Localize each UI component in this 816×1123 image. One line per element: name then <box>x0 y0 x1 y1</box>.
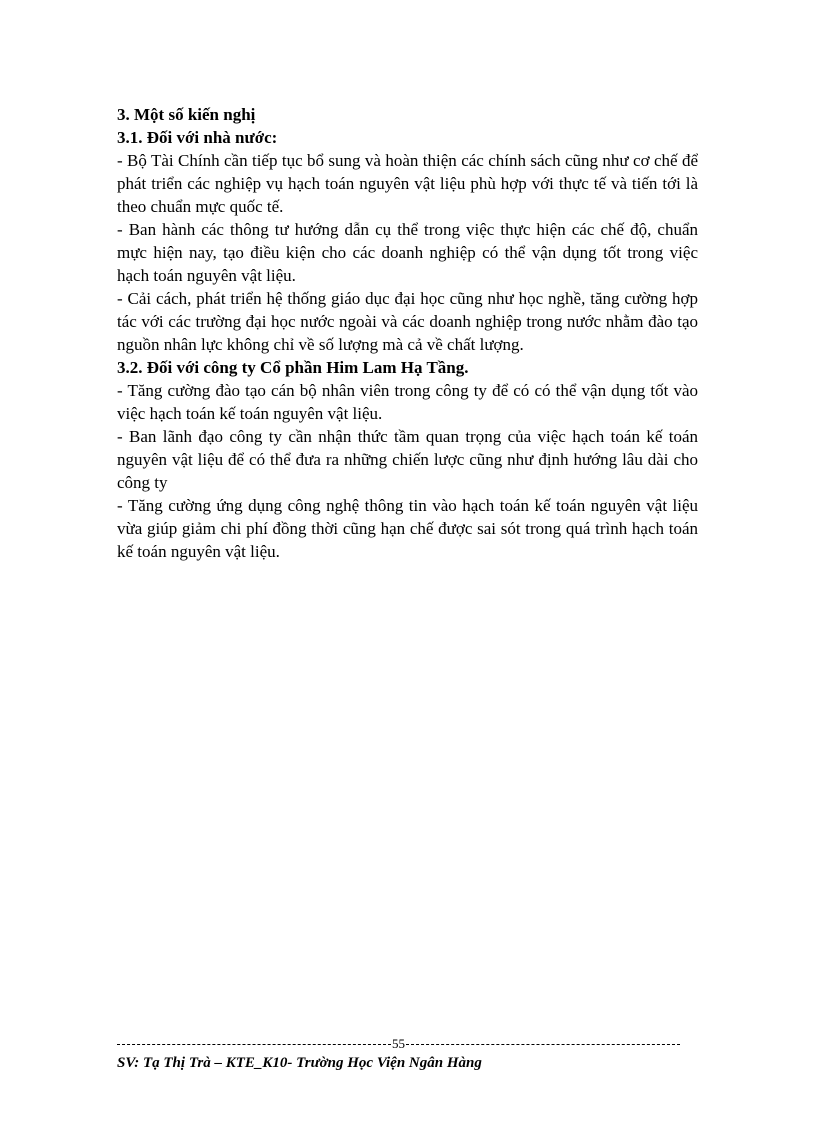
footer-author-line: SV: Tạ Thị Trà – KTE_K10- Trường Học Viện Ngân Hàng <box>117 1055 482 1071</box>
subsection-1-paragraph: - Bộ Tài Chính cần tiếp tục bổ sung và hoàn thiện các chính sách cũng như cơ chế để phát triển các nghiệp vụ hạch toán nguyên vật liệu phù hợp với thực tế và tiến tới là theo chuẩn mực quốc tế. <box>117 151 698 216</box>
page-number: 55 <box>392 1036 405 1051</box>
subsection-2-paragraph: - Ban lãnh đạo công ty cần nhận thức tầm quan trọng của việc hạch toán kế toán nguyên vật liệu để có thể đưa ra những chiến lược cũng như định hướng lâu dài cho công ty <box>117 427 698 492</box>
subsection-1-title: 3.1. Đối với nhà nước: <box>117 128 278 147</box>
subsection-2-paragraph: - Tăng cường đào tạo cán bộ nhân viên trong công ty để có có thể vận dụng tốt vào việc hạch toán kế toán nguyên vật liệu. <box>117 381 698 423</box>
subsection-1-paragraph: - Ban hành các thông tư hướng dẫn cụ thể trong việc thực hiện các chế độ, chuẩn mực hiện nay, tạo điều kiện cho các doanh nghiệp có thể vận dụng tốt trong việc hạch toán nguyên vật liệu. <box>117 220 698 285</box>
footer-dash-right <box>406 1044 680 1045</box>
footer-divider <box>117 1037 680 1051</box>
subsection-1-paragraph: - Cải cách, phát triển hệ thống giáo dục đại học cũng như học nghề, tăng cường hợp tác với các trường đại học nước ngoài và các doanh nghiệp trong nước nhằm đào tạo nguồn nhân lực không chỉ về số lượng mà cả về chất lượng. <box>117 289 698 354</box>
page-body <box>117 103 698 563</box>
subsection-2-paragraph: - Tăng cường ứng dụng công nghệ thông tin vào hạch toán kế toán nguyên vật liệu vừa giúp giảm chi phí đồng thời cũng hạn chế được sai sót trong quá trình hạch toán kế toán nguyên vật liệu. <box>117 496 698 561</box>
footer-dash-left <box>117 1044 391 1045</box>
subsection-2-title: 3.2. Đối với công ty Cổ phần Him Lam Hạ Tầng. <box>117 358 469 377</box>
section-title: 3. Một số kiến nghị <box>117 105 256 124</box>
